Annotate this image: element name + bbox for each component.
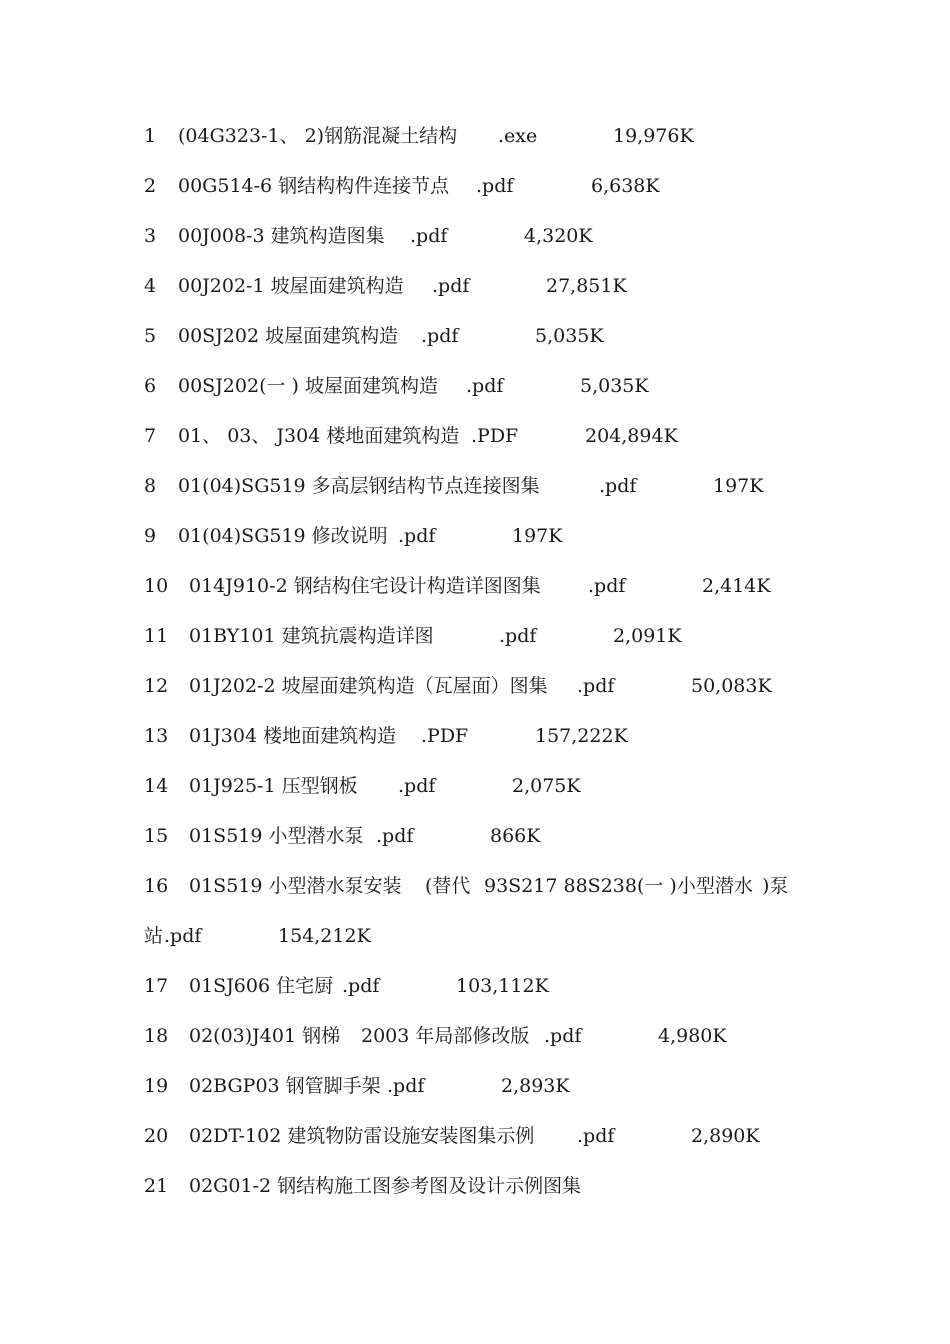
entry-reference-codes: 93S217 88S238(一 )小型潜水 <box>484 875 753 897</box>
entry-name: 01S519 小型潜水泵 <box>189 825 364 847</box>
entry-extension: .pdf <box>421 325 459 347</box>
list-item <box>0 171 950 201</box>
entry-number: 7 <box>144 425 157 447</box>
entry-size: 19,976K <box>613 125 694 147</box>
entry-name: 00SJ202 坡屋面建筑构造 <box>178 325 399 347</box>
entry-number: 10 <box>144 575 169 597</box>
entry-size: 2,075K <box>512 775 581 797</box>
entry-extension: .PDF <box>471 425 519 447</box>
entry-name: 00J008-3 建筑构造图集 <box>178 225 385 247</box>
entry-size: 5,035K <box>580 375 649 397</box>
entry-extension: .pdf <box>376 825 414 847</box>
entry-name: (04G323-1、 2)钢筋混凝土结构 <box>178 125 458 147</box>
entry-number: 15 <box>144 825 169 847</box>
entry-name: 02DT-102 建筑物防雷设施安装图集示例 <box>189 1125 535 1147</box>
entry-name: 00G514-6 钢结构构件连接节点 <box>178 175 450 197</box>
entry-name: 01SJ606 住宅厨 <box>189 975 334 997</box>
entry-name: 01J925-1 压型钢板 <box>189 775 358 797</box>
list-item <box>0 821 950 851</box>
entry-size: 4,320K <box>524 225 593 247</box>
entry-extension: .pdf <box>387 1075 425 1097</box>
entry-number: 19 <box>144 1075 169 1097</box>
list-item <box>0 321 950 351</box>
list-item <box>0 1171 950 1201</box>
list-item <box>0 871 950 901</box>
entry-name: 01、 03、 J304 楼地面建筑构造 <box>178 425 460 447</box>
entry-extension: .pdf <box>466 375 504 397</box>
entry-extension: .pdf <box>577 675 615 697</box>
list-item <box>0 521 950 551</box>
entry-extension: .pdf <box>164 925 202 947</box>
entry-number: 8 <box>144 475 157 497</box>
entry-size: 103,112K <box>456 975 549 997</box>
list-item-continuation <box>0 921 950 951</box>
entry-name: 01(04)SG519 修改说明 <box>178 525 388 547</box>
entry-reference-open: (替代 <box>425 875 471 897</box>
entry-extension: .pdf <box>544 1025 582 1047</box>
entry-reference-close: )泵 <box>762 875 789 897</box>
entry-size: 2,091K <box>613 625 682 647</box>
entry-name: 01BY101 建筑抗震构造详图 <box>189 625 434 647</box>
entry-number: 17 <box>144 975 169 997</box>
entry-extension: .pdf <box>476 175 514 197</box>
entry-size: 154,212K <box>278 925 371 947</box>
entry-size: 4,980K <box>658 1025 727 1047</box>
entry-extra: 2003 年局部修改版 <box>361 1025 530 1047</box>
entry-size: 50,083K <box>691 675 772 697</box>
entry-size: 866K <box>490 825 541 847</box>
entry-number: 14 <box>144 775 169 797</box>
list-item <box>0 271 950 301</box>
entry-size: 27,851K <box>546 275 627 297</box>
list-item <box>0 221 950 251</box>
entry-extension: .pdf <box>342 975 380 997</box>
list-item <box>0 771 950 801</box>
entry-name: 02BGP03 钢管脚手架 <box>189 1075 381 1097</box>
entry-number: 3 <box>144 225 157 247</box>
entry-name: 00J202-1 坡屋面建筑构造 <box>178 275 404 297</box>
entry-extension: .PDF <box>421 725 469 747</box>
list-item <box>0 971 950 1001</box>
entry-number: 12 <box>144 675 169 697</box>
entry-extension: .pdf <box>599 475 637 497</box>
entry-name: 01J304 楼地面建筑构造 <box>189 725 397 747</box>
entry-name: 01(04)SG519 多高层钢结构节点连接图集 <box>178 475 540 497</box>
entry-extension: .pdf <box>588 575 626 597</box>
list-item <box>0 1071 950 1101</box>
list-item <box>0 421 950 451</box>
entry-size: 197K <box>713 475 764 497</box>
list-item <box>0 571 950 601</box>
entry-extension: .pdf <box>499 625 537 647</box>
list-item <box>0 621 950 651</box>
entry-size: 6,638K <box>591 175 660 197</box>
entry-name: 02G01-2 钢结构施工图参考图及设计示例图集 <box>189 1175 582 1197</box>
entry-number: 5 <box>144 325 157 347</box>
entry-number: 18 <box>144 1025 169 1047</box>
entry-number: 6 <box>144 375 157 397</box>
entry-size: 2,414K <box>702 575 771 597</box>
list-item <box>0 721 950 751</box>
entry-number: 20 <box>144 1125 169 1147</box>
entry-size: 2,893K <box>501 1075 570 1097</box>
entry-name: 00SJ202(一 ) 坡屋面建筑构造 <box>178 375 438 397</box>
list-item <box>0 371 950 401</box>
entry-extension: .pdf <box>398 775 436 797</box>
list-item <box>0 471 950 501</box>
entry-extension: .pdf <box>577 1125 615 1147</box>
entry-size: 157,222K <box>535 725 628 747</box>
entry-extension: .pdf <box>410 225 448 247</box>
entry-size: 204,894K <box>585 425 678 447</box>
entry-name: 01J202-2 坡屋面建筑构造（瓦屋面）图集 <box>189 675 548 697</box>
entry-name: 014J910-2 钢结构住宅设计构造详图图集 <box>189 575 541 597</box>
entry-extension: .pdf <box>432 275 470 297</box>
entry-size: 5,035K <box>535 325 604 347</box>
entry-extension: .exe <box>498 125 538 147</box>
list-item <box>0 121 950 151</box>
entry-number: 21 <box>144 1175 169 1197</box>
entry-number: 11 <box>144 625 169 647</box>
entry-extension: .pdf <box>398 525 436 547</box>
entry-number: 13 <box>144 725 169 747</box>
entry-size: 2,890K <box>691 1125 760 1147</box>
list-item <box>0 671 950 701</box>
entry-number: 16 <box>144 875 169 897</box>
entry-name: 02(03)J401 钢梯 <box>189 1025 341 1047</box>
entry-number: 4 <box>144 275 157 297</box>
entry-continuation: 站 <box>144 925 164 947</box>
entry-number: 2 <box>144 175 157 197</box>
list-item <box>0 1121 950 1151</box>
entry-size: 197K <box>512 525 563 547</box>
list-item <box>0 1021 950 1051</box>
entry-number: 9 <box>144 525 157 547</box>
entry-number: 1 <box>144 125 157 147</box>
entry-name: 01S519 小型潜水泵安装 <box>189 875 402 897</box>
